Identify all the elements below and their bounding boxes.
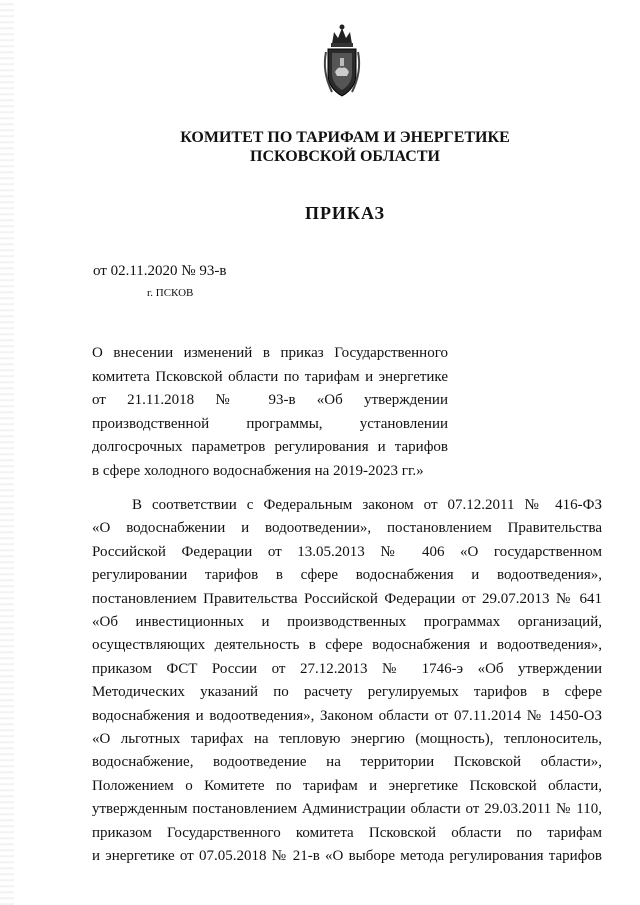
- body-paragraph: [92, 494, 602, 869]
- body-line: утвержденным постановлением Администрации области от 29.03.2011 № 110,: [92, 801, 602, 818]
- body-line: «О водоснабжении и водоотведении», постановлением Правительства: [92, 520, 602, 537]
- body-line: Методических указаний по расчету регулируемых тарифов в сфере: [92, 684, 602, 701]
- organization-name: [180, 128, 510, 166]
- body-line: Российской Федерации от 13.05.2013 № 406 «О государственном: [92, 543, 602, 560]
- subject-line: производственной программы, установлении: [92, 415, 448, 432]
- body-line: осуществляющих деятельность в сфере водоснабжения и водоотведения»,: [92, 637, 602, 654]
- date-number: от 02.11.2020 № 93-в: [93, 263, 227, 279]
- subject-line: в сфере холодного водоснабжения на 2019-2023 гг.»: [92, 462, 424, 479]
- subject-line: от 21.11.2018 № 93-в «Об утверждении: [92, 392, 448, 408]
- scan-edge-artifact: [0, 0, 14, 905]
- document-type-title: ПРИКАЗ: [304, 203, 386, 223]
- body-line: Положением о Комитете по тарифам и энергетике Псковской области,: [92, 777, 602, 794]
- body-line: водоснабжение, водоотведение на территории Псковской области»,: [92, 754, 602, 771]
- city-label: г. ПСКОВ: [147, 287, 194, 299]
- body-line: приказом Государственного комитета Псковской области по тарифам: [92, 824, 602, 841]
- body-line: постановлением Правительства Российской Федерации от 29.07.2013 № 641: [92, 590, 602, 607]
- organization-name-line-2: ПСКОВСКОЙ ОБЛАСТИ: [250, 148, 440, 165]
- body-line: «Об инвестиционных и производственных программах организаций,: [92, 614, 602, 631]
- subject-line: О внесении изменений в приказ Государственного: [92, 345, 448, 361]
- coat-of-arms-emblem: [318, 22, 366, 100]
- body-line: В соответствии с Федеральным законом от 07.12.2011 № 416-ФЗ: [132, 497, 602, 513]
- body-line: и энергетике от 07.05.2018 № 21-в «О выборе метода регулирования тарифов: [92, 848, 602, 865]
- subject-block: [92, 342, 448, 483]
- body-line: регулировании тарифов в сфере водоснабжения и водоотведения»,: [92, 567, 602, 584]
- subject-line: комитета Псковской области по тарифам и энергетике: [92, 368, 448, 385]
- organization-name-line-1: КОМИТЕТ ПО ТАРИФАМ И ЭНЕРГЕТИКЕ: [180, 129, 510, 146]
- body-line: приказом ФСТ России от 27.12.2013 № 1746-э «Об утверждении: [92, 660, 602, 677]
- body-line: водоснабжения и водоотведения», Законом области от 07.11.2014 № 1450-ОЗ: [92, 707, 602, 724]
- body-line: «О льготных тарифах на тепловую энергию (мощность), теплоноситель,: [92, 731, 602, 748]
- subject-line: долгосрочных параметров регулирования и тарифов: [92, 439, 448, 455]
